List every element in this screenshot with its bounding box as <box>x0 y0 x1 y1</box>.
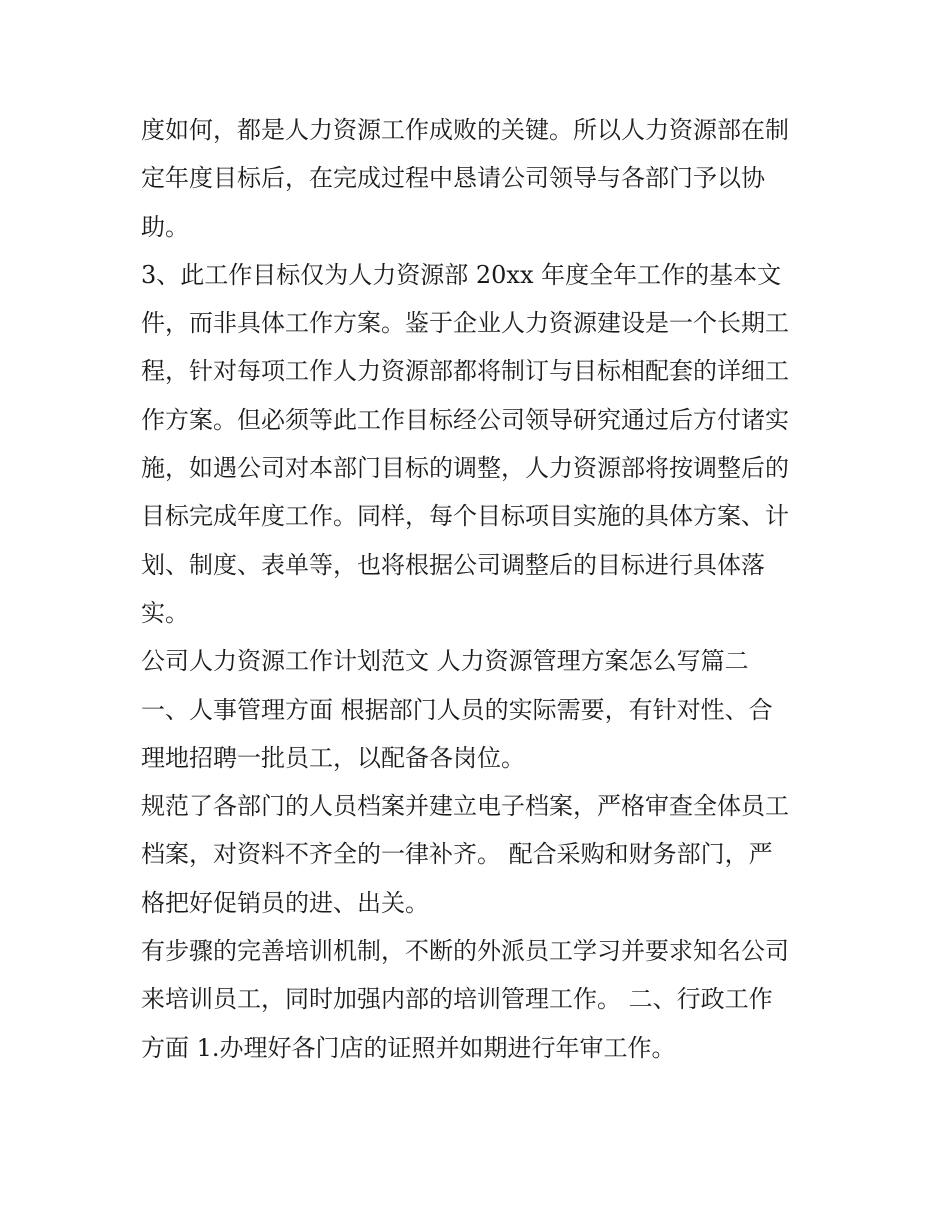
text-line: 目标完成年度工作。同样，每个目标项目实施的具体方案、计 <box>141 502 789 531</box>
section-heading: 公司人力资源工作计划范文 人力资源管理方案怎么写篇二 <box>141 647 749 676</box>
text-line: 档案，对资料不齐全的一律补齐。 配合采购和财务部门，严 <box>141 840 773 869</box>
text-line: 程，针对每项工作人力资源部都将制订与目标相配套的详细工 <box>141 357 789 386</box>
text-line: 方面 1.办理好各门店的证照并如期进行年审工作。 <box>141 1033 676 1062</box>
text-line: 助。 <box>141 212 189 241</box>
text-line: 件，而非具体工作方案。鉴于企业人力资源建设是一个长期工 <box>141 309 789 338</box>
text-line: 有步骤的完善培训机制，不断的外派员工学习并要求知名公司 <box>141 937 789 966</box>
text-line: 实。 <box>141 598 189 627</box>
text-line: 度如何，都是人力资源工作成败的关键。所以人力资源部在制 <box>141 116 789 144</box>
text-line: 划、制度、表单等，也将根据公司调整后的目标进行具体落 <box>141 550 765 579</box>
text-line: 3、此工作目标仅为人力资源部 20xx 年度全年工作的基本文 <box>141 260 782 289</box>
text-line: 一、人事管理方面 根据部门人员的实际需要，有针对性、合 <box>141 695 773 724</box>
text-line: 格把好促销员的进、出关。 <box>141 888 429 917</box>
text-line: 作方案。但必须等此工作目标经公司领导研究通过后方付诸实 <box>141 405 789 434</box>
text-line: 来培训员工，同时加强内部的培训管理工作。 二、行政工作 <box>141 985 773 1014</box>
text-line: 理地招聘一批员工，以配备各岗位。 <box>141 743 525 772</box>
text-line: 规范了各部门的人员档案并建立电子档案，严格审查全体员工 <box>141 792 789 821</box>
document-body <box>141 106 816 1072</box>
text-line: 施，如遇公司对本部门目标的调整，人力资源部将按调整后的 <box>141 454 789 483</box>
text-line: 定年度目标后，在完成过程中恳请公司领导与各部门予以协 <box>141 164 765 193</box>
